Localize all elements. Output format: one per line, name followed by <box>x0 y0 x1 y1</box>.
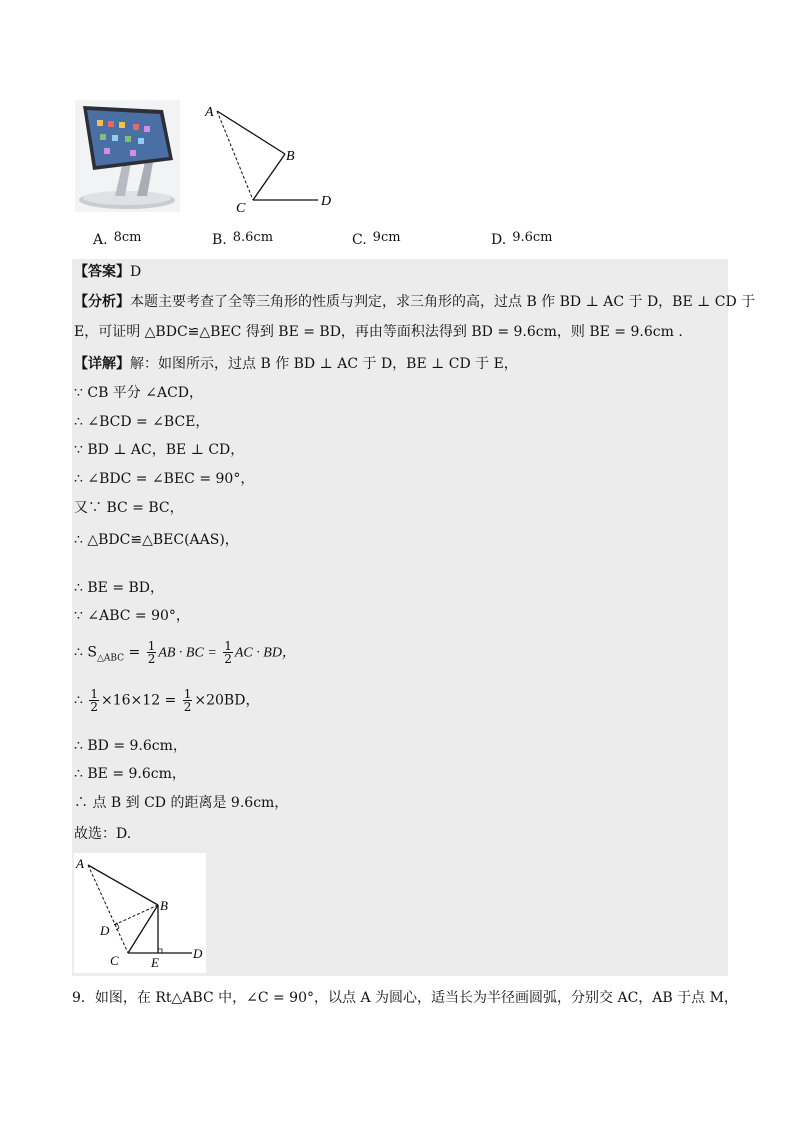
step-7: ∴ BE = BD， <box>74 580 165 596</box>
label-b: B <box>286 149 295 164</box>
label-d: D <box>193 946 203 961</box>
answer-line: 【答案】D <box>74 264 142 280</box>
analysis-line-2: E，可证明 △BDC≌△BEC 得到 BE = BD，再由等面积法得到 BD = 9.6cm，则 BE = 9.6cm . <box>74 324 683 340</box>
label-b: B <box>160 898 168 913</box>
label-e: E <box>151 955 159 970</box>
label-a: A <box>205 105 214 120</box>
option-c: C. 9cm <box>352 230 401 248</box>
label-c: C <box>110 953 119 968</box>
step-1: ∵ CB 平分 ∠ACD， <box>74 385 204 401</box>
option-d: D. 9.6cm <box>491 230 553 248</box>
area-formula: ∴ $S_{\triangle ABC}$ = $\frac{1}{2}$ AB · BC = $\frac{1}{2}$ AC · BD， <box>74 639 296 666</box>
fraction-half: $\frac{1}{2}$ <box>224 639 232 666</box>
question-9: 9．如图，在 Rt△ABC 中，∠C = 90°，以点 A 为圆心，适当长为半径画圆弧，分别交 AC，AB 于点 M， <box>72 990 738 1006</box>
analysis-line-1: 【分析】本题主要考查了全等三角形的性质与判定，求三角形的高，过点 B 作 BD ⊥ AC 于 D，BE ⊥ CD 于 <box>74 294 756 310</box>
step-10: ∴ BE = 9.6cm， <box>74 766 186 782</box>
step-4: ∴ ∠BDC = ∠BEC = 90°， <box>74 471 255 487</box>
step-11: ∴ 点 B 到 CD 的距离是 9.6cm， <box>74 795 289 811</box>
label-a: A <box>76 856 84 871</box>
step-3: ∵ BD ⊥ AC，BE ⊥ CD， <box>74 442 245 458</box>
geometry-figure-2 <box>74 853 206 973</box>
fraction-half: $\frac{1}{2}$ <box>183 687 192 714</box>
label-c: C <box>236 201 246 215</box>
detail-line-1: 【详解】解：如图所示，过点 B 作 BD ⊥ AC 于 D，BE ⊥ CD 于 E， <box>74 356 518 372</box>
geometry-figure-1 <box>200 100 340 215</box>
option-a: A. 8cm <box>93 230 142 248</box>
answer-options <box>93 232 733 254</box>
fraction-half: $\frac{1}{2}$ <box>147 639 156 666</box>
area-calc: ∴ $\frac{1}{2}$ ×16×12 = $\frac{1}{2}$ ×20BD， <box>74 687 260 714</box>
step-6: ∴ △BDC≌△BEC(AAS)， <box>74 532 239 548</box>
step-2: ∴ ∠BCD = ∠BCE， <box>74 414 210 430</box>
option-b: B. 8.6cm <box>212 230 274 248</box>
step-8: ∵ ∠ABC = 90°， <box>74 608 190 624</box>
label-d-foot: D <box>100 923 110 938</box>
label-d: D <box>321 194 332 209</box>
step-9: ∴ BD = 9.6cm， <box>74 738 187 754</box>
tablet-stand-photo <box>75 100 180 212</box>
fraction-half: $\frac{1}{2}$ <box>90 687 99 714</box>
step-5: 又∵ BC = BC， <box>74 500 184 516</box>
conclusion: 故选：D. <box>74 826 132 842</box>
